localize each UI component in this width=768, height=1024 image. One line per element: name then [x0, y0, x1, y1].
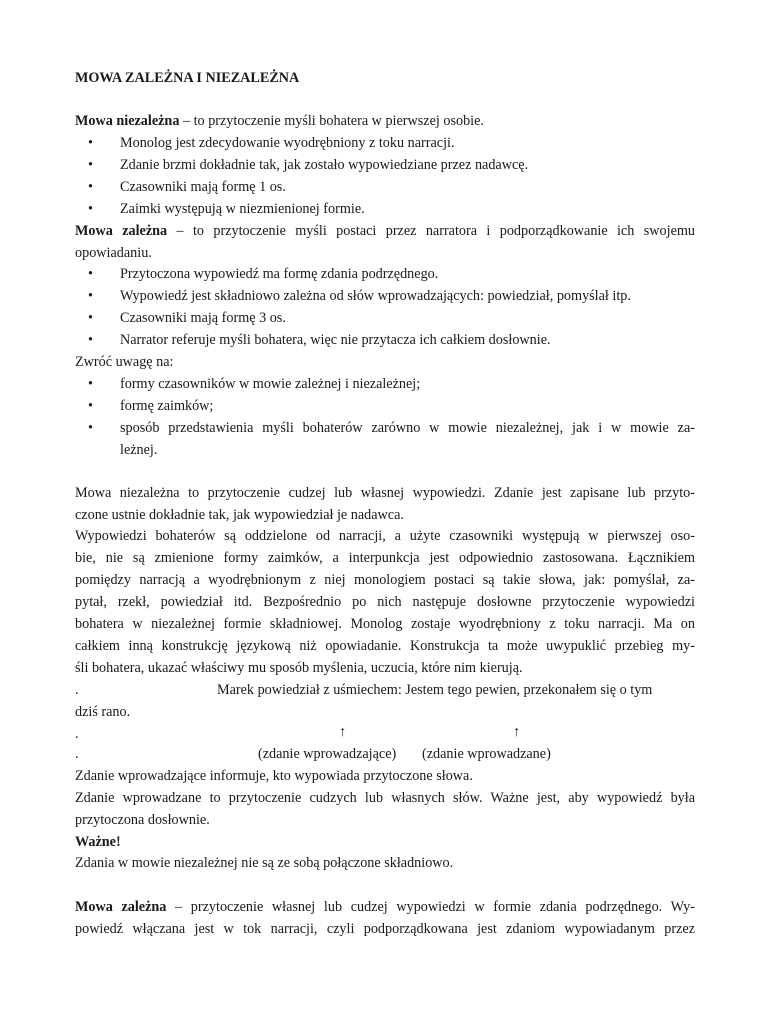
example-dot: . [75, 726, 79, 742]
bullet-icon: • [88, 376, 93, 392]
definition-dependent-speech: Mowa zależna – to przytoczenie myśli postaci przez narratora i podporządkowanie ich swojemu [75, 223, 695, 239]
paragraph-line: całkiem inną konstrukcję językową niż opowiadanie. Konstrukcja ta może uwypuklić przebieg my- [75, 638, 695, 654]
definition-dependent-speech-2: Mowa zależna – przytoczenie własnej lub cudzej wypowiedzi w formie zdania podrzędnego. Wy- [75, 899, 695, 915]
list-item: Czasowniki mają formę 1 os. [120, 179, 286, 195]
arrow-up-icon: ↑ [339, 724, 347, 740]
bullet-icon: • [88, 179, 93, 195]
term: Mowa zależna [75, 899, 167, 915]
bullet-icon: • [88, 135, 93, 151]
label-introduced-clause: (zdanie wprowadzane) [422, 746, 551, 762]
bullet-icon: • [88, 398, 93, 414]
definition-independent-speech: Mowa niezależna – to przytoczenie myśli bohatera w pierwszej osobie. [75, 113, 484, 129]
important-text: Zdania w mowie niezależnej nie są ze sobą połączone składniowo. [75, 855, 454, 871]
label-introducing-clause: (zdanie wprowadzające) [258, 746, 397, 762]
page-title: MOWA ZALEŻNA I NIEZALEŻNA [75, 70, 300, 86]
paragraph-line: śli bohatera, ukazać właściwy mu sposób myślenia, uczucia, które nim kierują. [75, 660, 523, 676]
arrow-up-icon: ↑ [513, 724, 521, 740]
bullet-icon: • [88, 157, 93, 173]
paragraph-line: bohatera w niezależnej formie składniowej. Monolog zostaje wyodrębniony z toku narracji. Ma on [75, 616, 695, 632]
list-item: Monolog jest zdecydowanie wyodrębniony z toku narracji. [120, 135, 455, 151]
list-item: formy czasowników w mowie zależnej i niezależnej; [120, 376, 421, 392]
paragraph-line: pytał, rzekł, powiedział itd. Bezpośrednio po nich następuje dosłowne przytoczenie wypowiedzi [75, 594, 695, 610]
paragraph-line: Zdanie wprowadzające informuje, kto wypowiada przytoczone słowa. [75, 768, 473, 784]
important-label: Ważne! [75, 834, 121, 850]
bullet-icon: • [88, 310, 93, 326]
list-item: Przytoczona wypowiedź ma formę zdania podrzędnego. [120, 266, 439, 282]
paragraph-line: Wypowiedzi bohaterów są oddzielone od narracji, a użyte czasowniki występują w pierwszej oso- [75, 528, 695, 544]
list-item: sposób przedstawienia myśli bohaterów zarówno w mowie niezależnej, jak i w mowie za- [120, 420, 695, 436]
example-dot: . [75, 682, 79, 698]
bullet-icon: • [88, 288, 93, 304]
term: Mowa zależna [75, 223, 168, 239]
paragraph-line: powiedź włączana jest w tok narracji, czyli podporządkowana jest zdaniom wypowiadanym przez [75, 921, 695, 937]
list-item: Narrator referuje myśli bohatera, więc nie przytacza ich całkiem dosłownie. [120, 332, 551, 348]
paragraph-line: Mowa niezależna to przytoczenie cudzej lub własnej wypowiedzi. Zdanie jest zapisane lub przyto- [75, 485, 695, 501]
bullet-icon: • [88, 266, 93, 282]
paragraph-line: przytoczona dosłownie. [75, 812, 210, 828]
list-item: Czasowniki mają formę 3 os. [120, 310, 286, 326]
paragraph-line: bie, nie są zmienione formy zaimków, a interpunkcja jest odpowiednio zastosowana. Łącznikiem [75, 550, 695, 566]
list-item: Zdanie brzmi dokładnie tak, jak zostało wypowiedziane przez nadawcę. [120, 157, 529, 173]
example-sentence-continuation: dziś rano. [75, 704, 131, 720]
paragraph-line: pomiędzy narracją a wyodrębnionym z niej monologiem postaci są takie słowa, jak: pomyślał, za- [75, 572, 695, 588]
list-item: Zaimki występują w niezmienionej formie. [120, 201, 365, 217]
bullet-icon: • [88, 332, 93, 348]
paragraph-line: opowiadaniu. [75, 245, 152, 261]
list-item: formę zaimków; [120, 398, 214, 414]
paragraph-line: Zdanie wprowadzane to przytoczenie cudzych lub własnych słów. Ważne jest, aby wypowiedź była [75, 790, 695, 806]
list-item-continuation: leżnej. [120, 442, 158, 458]
term: Mowa niezależna [75, 113, 180, 129]
note-intro: Zwróć uwagę na: [75, 354, 174, 370]
list-item: Wypowiedź jest składniowo zależna od słów wprowadzających: powiedział, pomyślał itp. [120, 288, 631, 304]
bullet-icon: • [88, 420, 93, 436]
example-dot: . [75, 746, 79, 762]
bullet-icon: • [88, 201, 93, 217]
example-sentence: Marek powiedział z uśmiechem: Jestem tego pewien, przekonałem się o tym [217, 682, 653, 698]
paragraph-line: czone ustnie dokładnie tak, jak wypowiedział je nadawca. [75, 507, 404, 523]
